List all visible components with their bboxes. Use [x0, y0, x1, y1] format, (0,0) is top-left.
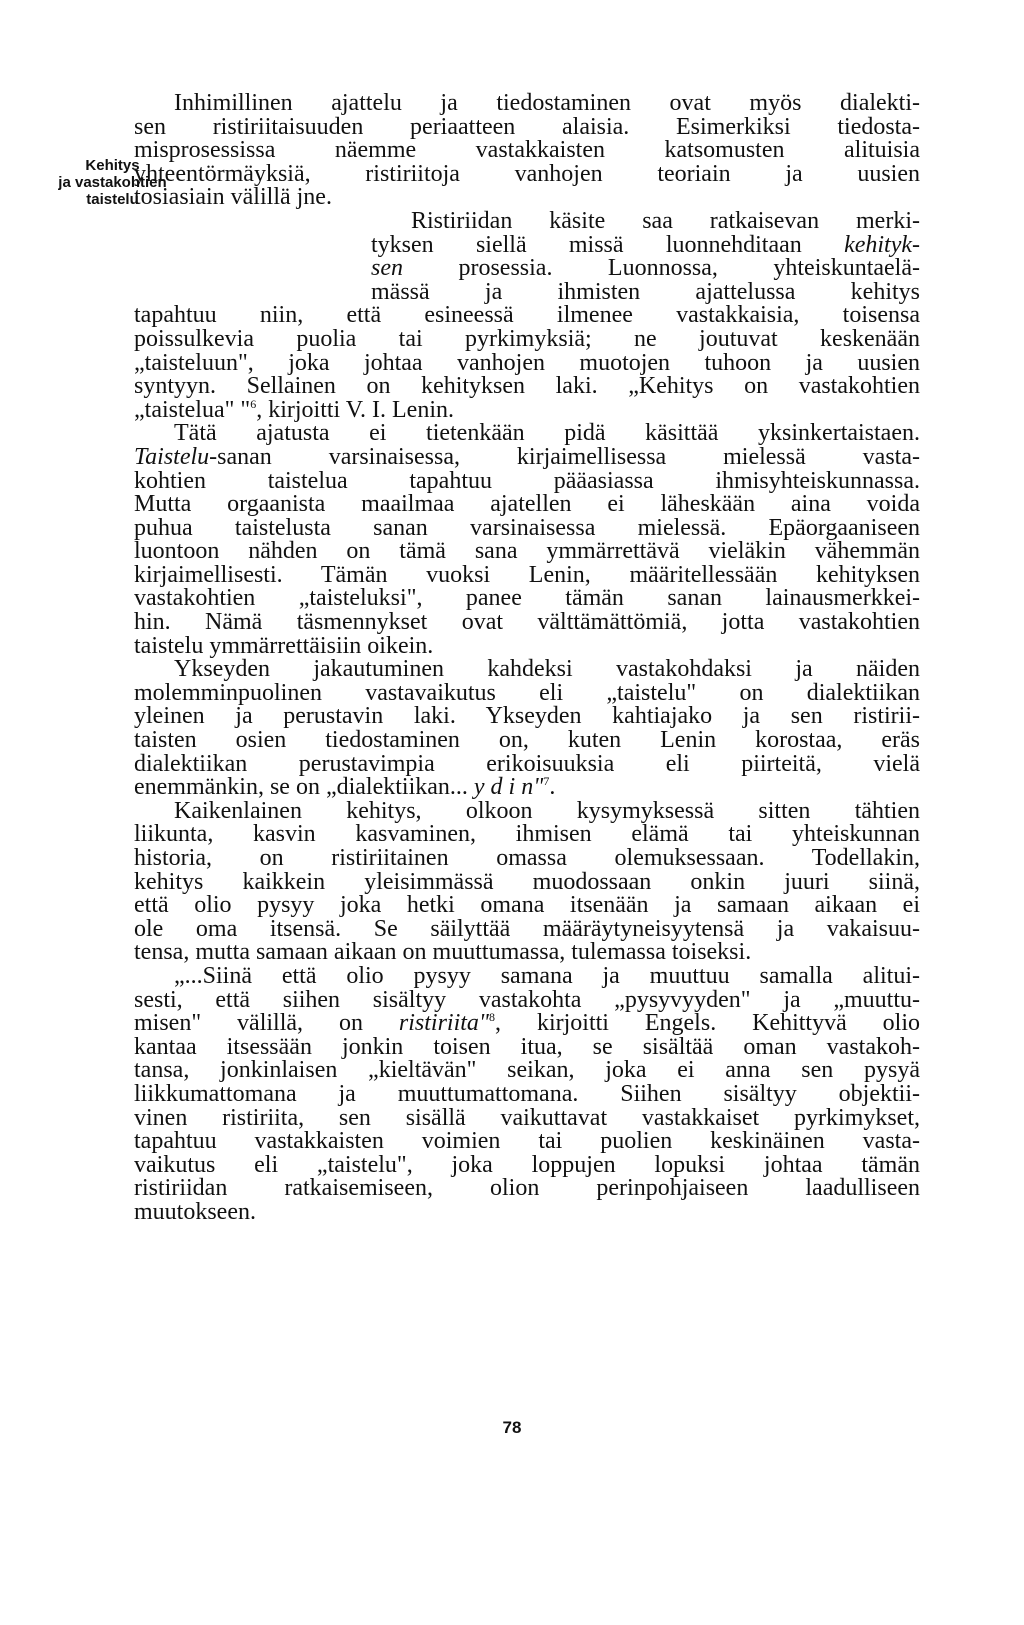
text-line: tansa, jonkinlaisen „kieltävän" seikan, joka ei anna sen pysyä [134, 1059, 920, 1083]
text-line: Tätä ajatusta ei tietenkään pidä käsittää yksinkertaistaen. [174, 422, 920, 446]
text-line: että olio pysyy joka hetki omana itsenään ja samaan aikaan ei [134, 894, 920, 918]
text-segment: tyksen siellä missä luonnehditaan [371, 233, 802, 258]
text-segment: , kirjoitti V. I. Lenin. [256, 398, 454, 423]
text-line: liikunta, kasvin kasvaminen, ihmisen elämä tai yhteiskunnan [134, 823, 920, 847]
text-line: molemminpuolinen vastavaikutus eli „taistelu" on dialektiikan [134, 681, 920, 706]
page-number: 78 [502, 1418, 522, 1437]
text-line: historia, on ristiriitainen omassa olemuksessaan. Todellakin, [134, 847, 920, 871]
paragraph-2 [134, 210, 920, 422]
text-line: vaikutus eli „taistelu", joka loppujen lopuksi johtaa tämän [134, 1153, 920, 1178]
text-line [134, 1012, 920, 1036]
paragraph-4 [134, 658, 920, 800]
text-line: „taisteluun", joka johtaa vanhojen muotojen tuhoon ja uusien [134, 351, 920, 376]
text-line: dialektiikan perustavimpia erikoisuuksia eli piirteitä, vielä [134, 752, 920, 777]
text-line: Ristiriidan käsite saa ratkaisevan merki- [411, 209, 920, 234]
text-line: vastakohtien „taisteluksi", panee tämän sanan lainausmerkkei- [134, 587, 920, 612]
text-line [134, 446, 920, 470]
text-line: tensa, mutta samaan aikaan on muuttumassa, tulemassa toiseksi. [134, 941, 752, 965]
text-segment: , kirjoitti Engels. Kehittyvä olio [495, 1012, 920, 1036]
text-line: Ykseyden jakautuminen kahdeksi vastakohdaksi ja näiden [174, 658, 920, 682]
text-line: „...Siinä että olio pysyy samana ja muuttuu samalla alitui- [174, 964, 920, 989]
footnote-ref: 7 [543, 776, 550, 789]
text-line: kohtien taistelua tapahtuu pääasiassa ihmisyhteiskunnassa. [134, 469, 920, 494]
footnote-ref: 8 [489, 1012, 496, 1025]
margin-heading-line: taistelu [86, 191, 139, 208]
emphasis: sen [371, 257, 403, 281]
emphasis: kehityk- [844, 233, 920, 258]
text-segment: prosessia. Luonnossa, yhteiskuntaelä- [458, 257, 920, 281]
text-line [371, 234, 920, 258]
text-line: ole oma itsensä. Se säilyttää määräytyneisyytensä ja vakaisuu- [134, 917, 920, 942]
emphasis: ristiriita" [398, 1012, 490, 1036]
emphasis: y d i n" [473, 776, 544, 800]
text-line: misprosessissa näemme vastakkaisten katsomusten alituisia [134, 139, 920, 163]
text-line: liikkumattomana ja muuttumattomana. Siihen sisältyy objektii- [134, 1082, 920, 1107]
text-line: Inhimillinen ajattelu ja tiedostaminen ovat myös dialekti- [174, 92, 920, 116]
text-segment: misen" välillä, on [134, 1012, 363, 1036]
text-segment: -sanan varsinaisessa, kirjaimellisessa mielessä vasta- [209, 445, 920, 470]
paragraph-5 [134, 800, 920, 965]
text-line: yleinen ja perustavin laki. Ykseyden kahtiajako ja sen ristirii- [134, 705, 920, 730]
text-line: taistelu ymmärrettäisiin oikein. [134, 634, 434, 659]
text-line: hin. Nämä täsmennykset ovat välttämättömiä, jotta vastakohtien [134, 611, 920, 635]
text-line: luontoon nähden on tämä sana ymmärrettävä vieläkin vähemmän [134, 540, 920, 564]
footnote-ref: 6 [250, 398, 257, 411]
paragraph-1 [134, 92, 920, 210]
text-line: puhua taistelusta sanan varsinaisessa mielessä. Epäorgaaniseen [134, 516, 920, 541]
text-line: Mutta orgaanista maailmaa ajatellen ei läheskään aina voida [134, 493, 920, 517]
text-line [134, 399, 920, 423]
text-line: taisten osien tiedostaminen on, kuten Lenin korostaa, eräs [134, 729, 920, 753]
text-segment: enemmänkin, se on „dialektiikan... [134, 776, 468, 800]
text-line: mässä ja ihmisten ajattelussa kehitys [371, 280, 920, 305]
text-line: vinen ristiriita, sen sisällä vaikuttavat vastakkaiset pyrkimykset, [134, 1106, 920, 1131]
margin-heading-line: ja vastakohtien [58, 174, 167, 191]
text-line: sesti, että siihen sisältyy vastakohta „pysyvyyden" ja „muuttu- [134, 988, 920, 1013]
paragraph-3 [134, 422, 920, 658]
text-line [371, 257, 920, 281]
text-line [134, 776, 920, 800]
text-line: poissulkevia puolia tai pyrkimyksiä; ne joutuvat keskenään [134, 327, 920, 352]
text-line: tapahtuu niin, että esineessä ilmenee vastakkaisia, toisensa [134, 304, 920, 328]
margin-heading-line: Kehitys [85, 157, 140, 174]
text-line: ristiriidan ratkaisemiseen, olion perinpohjaiseen laadulliseen [134, 1177, 920, 1201]
text-line: yhteentörmäyksiä, ristiriitoja vanhojen teoriain ja uusien [134, 162, 920, 187]
text-line: syntyyn. Sellainen on kehityksen laki. „Kehitys on vastakohtien [134, 375, 920, 399]
text-line: tosiasiain välillä jne. [134, 186, 332, 210]
text-line: tapahtuu vastakkaisten voimien tai puolien keskinäinen vasta- [134, 1130, 920, 1154]
text-line: Kaikenlainen kehitys, olkoon kysymyksessä sitten tähtien [174, 799, 920, 824]
paragraph-6 [134, 965, 920, 1225]
emphasis: Taistelu [134, 445, 210, 470]
text-line: muutokseen. [134, 1200, 256, 1225]
page-body [134, 92, 920, 1225]
text-line: kehitys kaikkein yleisimmässä muodossaan onkin juuri siinä, [134, 870, 920, 895]
text-segment: . [549, 776, 556, 800]
text-line: kirjaimellisesti. Tämän vuoksi Lenin, määritellessään kehityksen [134, 563, 920, 588]
text-line: kantaa itsessään jonkin toisen itua, se sisältää oman vastakoh- [134, 1035, 920, 1060]
text-line: sen ristiriitaisuuden periaatteen alaisia. Esimerkiksi tiedosta- [134, 115, 920, 140]
text-segment: „taistelua" " [134, 398, 251, 423]
